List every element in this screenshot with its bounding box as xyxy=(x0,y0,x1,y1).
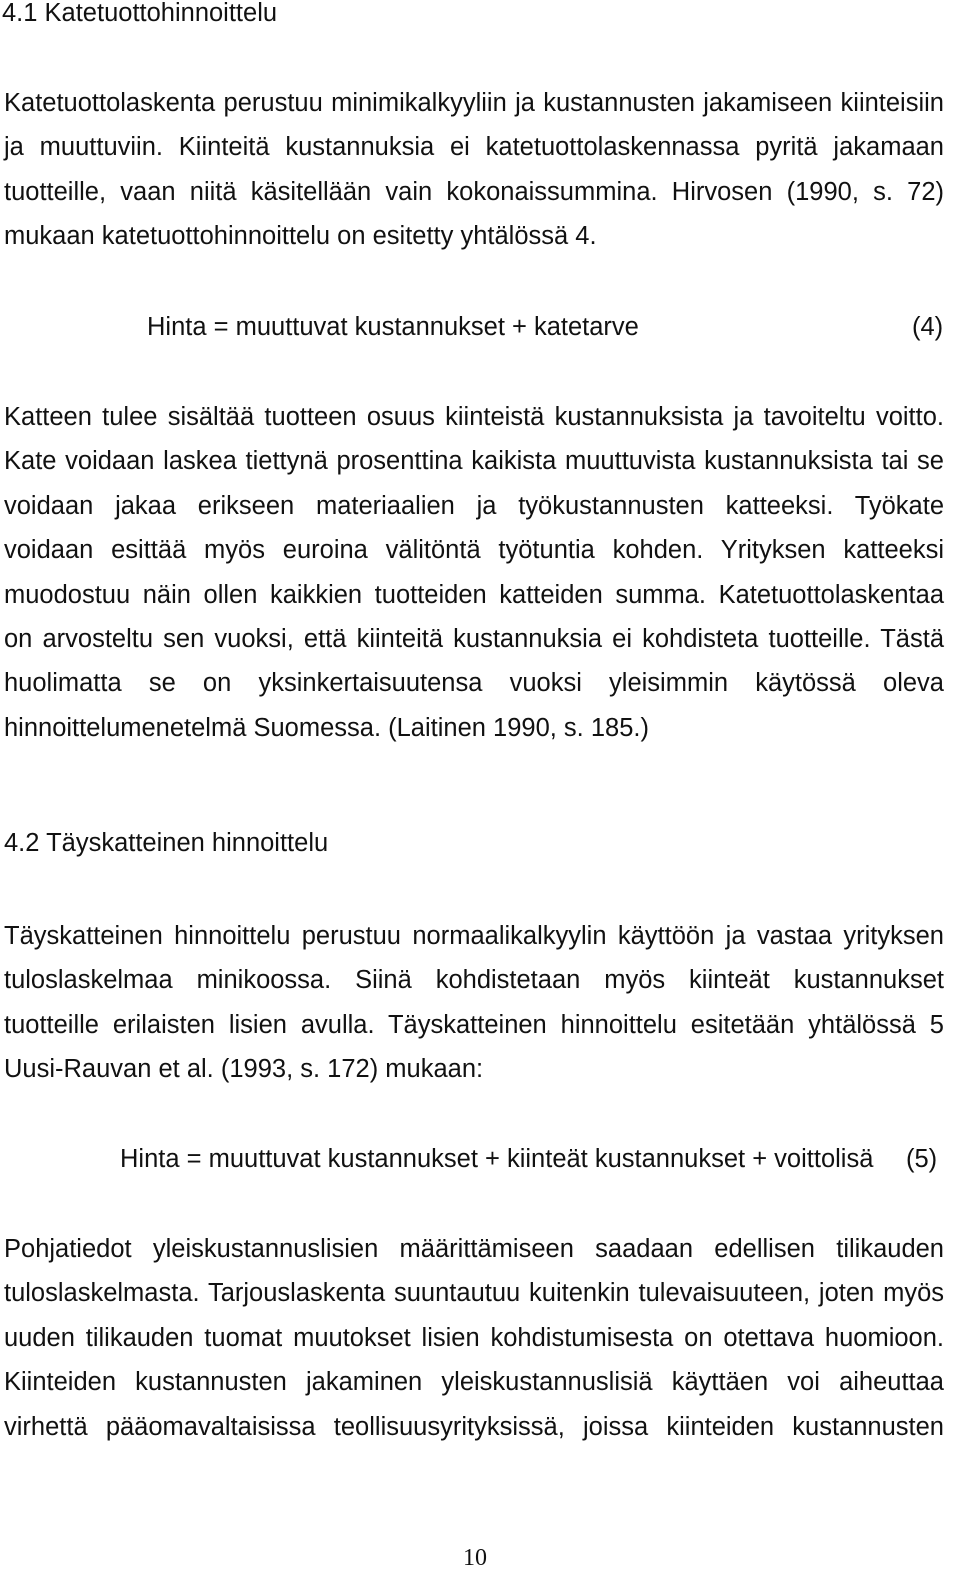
text-line: tuotteille erilaisten lisien avulla. Täyskatteinen hinnoittelu esitetään yhtälössä 5 xyxy=(4,1010,944,1039)
text-line: uuden tilikauden tuomat muutokset lisien kohdistumisesta on otettava huomioon. xyxy=(4,1323,944,1352)
equation-number: (4) xyxy=(912,313,944,341)
text-line: virhettä pääomavaltaisissa teollisuusyrityksissä, joissa kiinteiden kustannusten xyxy=(4,1412,944,1441)
text-line: mukaan katetuottohinnoittelu on esitetty yhtälössä 4. xyxy=(4,222,597,251)
text-line: Katteen tulee sisältää tuotteen osuus kiinteistä kustannuksista ja tavoiteltu voitto. xyxy=(4,403,944,431)
text-line: Täyskatteinen hinnoittelu perustuu normaalikalkyylin käyttöön ja vastaa yrityksen xyxy=(4,922,944,950)
paragraph-4 xyxy=(4,1227,944,1449)
text-line: tuloslaskelmaa minikoossa. Siinä kohdistetaan myös kiinteät kustannukset xyxy=(4,966,944,995)
text-line: ja muuttuviin. Kiinteitä kustannuksia ei katetuottolaskennassa pyritä jakamaan xyxy=(4,133,944,162)
text-line: huolimatta se on yksinkertaisuutensa vuoksi yleisimmin käytössä oleva xyxy=(4,669,944,698)
paragraph-1 xyxy=(4,81,944,259)
text-line: on arvosteltu sen vuoksi, että kiinteitä kustannuksia ei kohdisteta tuotteille. Tästä xyxy=(4,624,944,653)
equation-4 xyxy=(0,305,960,349)
text-line: tuloslaskelmasta. Tarjouslaskenta suuntautuu kuitenkin tulevaisuuteen, joten myös xyxy=(4,1279,944,1308)
text-line: voidaan esittää myös euroina välitöntä työtuntia kohden. Yrityksen katteeksi xyxy=(4,536,944,565)
text-line: voidaan jakaa erikseen materiaalien ja työkustannusten katteeksi. Työkate xyxy=(4,491,944,520)
equation-5 xyxy=(0,1137,960,1181)
equation-formula: Hinta = muuttuvat kustannukset + katetarve xyxy=(147,313,639,341)
text-line: Kate voidaan laskea tiettynä prosenttina kaikista muuttuvista kustannuksista tai se xyxy=(4,447,944,476)
text-line: Katetuottolaskenta perustuu minimikalkyyliin ja kustannusten jakamiseen kiinteisiin xyxy=(4,89,944,117)
text-line: Pohjatiedot yleiskustannuslisien määrittämiseen saadaan edellisen tilikauden xyxy=(4,1235,944,1263)
page-number: 10 xyxy=(463,1545,487,1571)
section-heading-4-1: 4.1 Katetuottohinnoittelu xyxy=(2,0,278,27)
text-line: Uusi-Rauvan et al. (1993, s. 172) mukaan: xyxy=(4,1055,484,1084)
text-line: hinnoittelumenetelmä Suomessa. (Laitinen 1990, s. 185.) xyxy=(4,713,649,742)
text-line: Kiinteiden kustannusten jakaminen yleiskustannuslisiä käyttäen voi aiheuttaa xyxy=(4,1368,944,1397)
paragraph-3 xyxy=(4,914,944,1092)
equation-number: (5) xyxy=(906,1145,938,1173)
equation-formula: Hinta = muuttuvat kustannukset + kiinteät kustannukset + voittolisä xyxy=(120,1145,874,1173)
section-heading-4-2: 4.2 Täyskatteinen hinnoittelu xyxy=(4,829,329,857)
text-line: muodostuu näin ollen kaikkien tuotteiden katteiden summa. Katetuottolaskentaa xyxy=(4,580,944,609)
paragraph-2 xyxy=(4,395,944,750)
text-line: tuotteille, vaan niitä käsitellään vain kokonaissummina. Hirvosen (1990, s. 72) xyxy=(4,177,944,206)
